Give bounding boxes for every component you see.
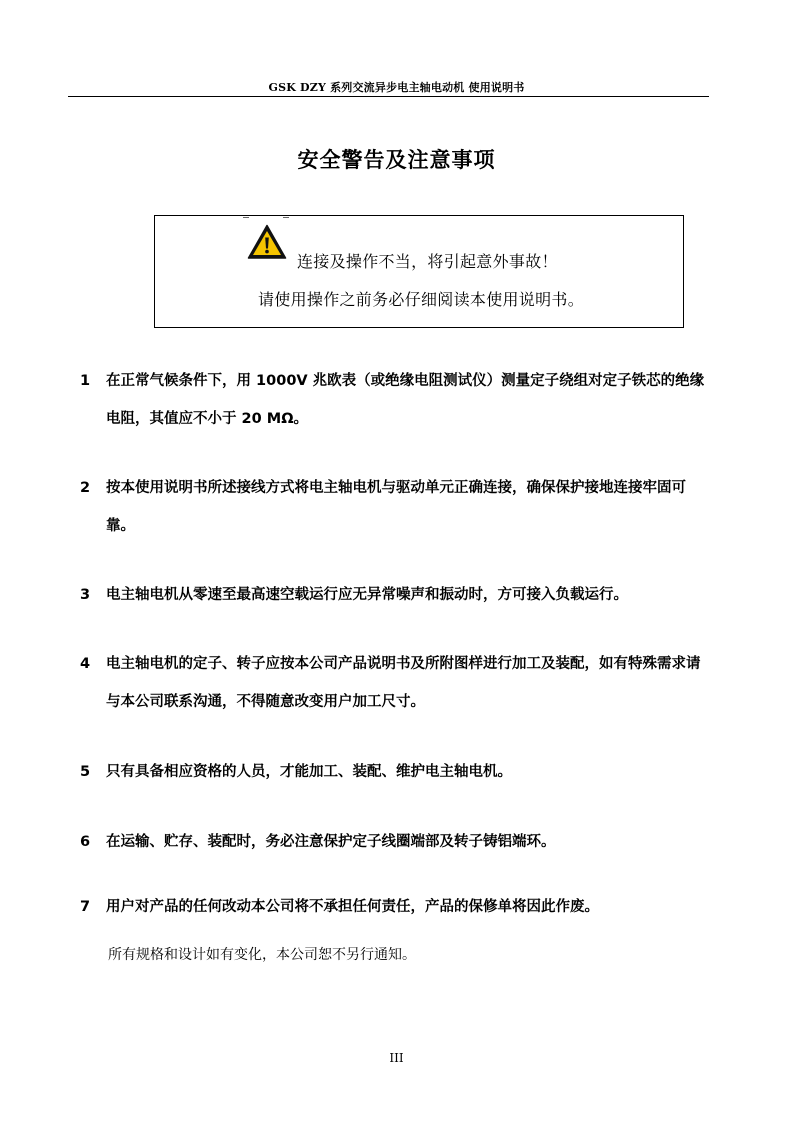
list-item	[80, 753, 710, 791]
item-number: 4	[80, 656, 91, 672]
list-item	[80, 645, 710, 721]
item-number: 1	[80, 373, 91, 389]
box-tick-mark	[243, 217, 249, 218]
warning-message: 连接及操作不当，将引起意外事故！	[297, 252, 558, 271]
item-number: 3	[80, 587, 91, 603]
item-text: 在正常气候条件下，用 1000V 兆欧表（或绝缘电阻测试仪）测量定子绕组对定子铁芯的绝缘电阻，其值应不小于 20 MΩ。	[106, 373, 705, 427]
item-text: 在运输、贮存、装配时，务必注意保护定子线圈端部及转子铸铝端环。	[106, 834, 556, 850]
box-tick-mark	[283, 217, 289, 218]
item-text: 按本使用说明书所述接线方式将电主轴电机与驱动单元正确连接，确保保护接地连接牢固可靠。	[106, 480, 686, 534]
list-item	[80, 823, 710, 861]
warning-triangle-icon	[247, 224, 287, 260]
list-item	[80, 576, 710, 614]
warning-instruction: 请使用操作之前务必仔细阅读本使用说明书。	[258, 290, 585, 309]
list-item	[80, 362, 710, 438]
item-text: 电主轴电机的定子、转子应按本公司产品说明书及所附图样进行加工及装配，如有特殊需求请与本公司联系沟通，不得随意改变用户加工尺寸。	[106, 656, 701, 710]
disclaimer-note: 所有规格和设计如有变化，本公司恕不另行通知。	[108, 947, 416, 963]
item-text: 用户对产品的任何改动本公司将不承担任何责任，产品的保修单将因此作废。	[106, 899, 599, 915]
item-text: 只有具备相应资格的人员，才能加工、装配、维护电主轴电机。	[106, 764, 512, 780]
item-number: 7	[80, 899, 91, 915]
header-rule	[68, 96, 709, 97]
item-number: 6	[80, 834, 91, 850]
list-item	[80, 469, 710, 545]
item-number: 2	[80, 480, 91, 496]
page-number: III	[389, 1051, 404, 1065]
item-number: 5	[80, 764, 91, 780]
warning-box	[154, 215, 684, 328]
list-item	[80, 888, 710, 926]
item-text: 电主轴电机从零速至最高速空载运行应无异常噪声和振动时，方可接入负载运行。	[106, 587, 628, 603]
running-header: GSK DZY 系列交流异步电主轴电动机 使用说明书	[268, 81, 525, 94]
page-title: 安全警告及注意事项	[297, 148, 496, 172]
